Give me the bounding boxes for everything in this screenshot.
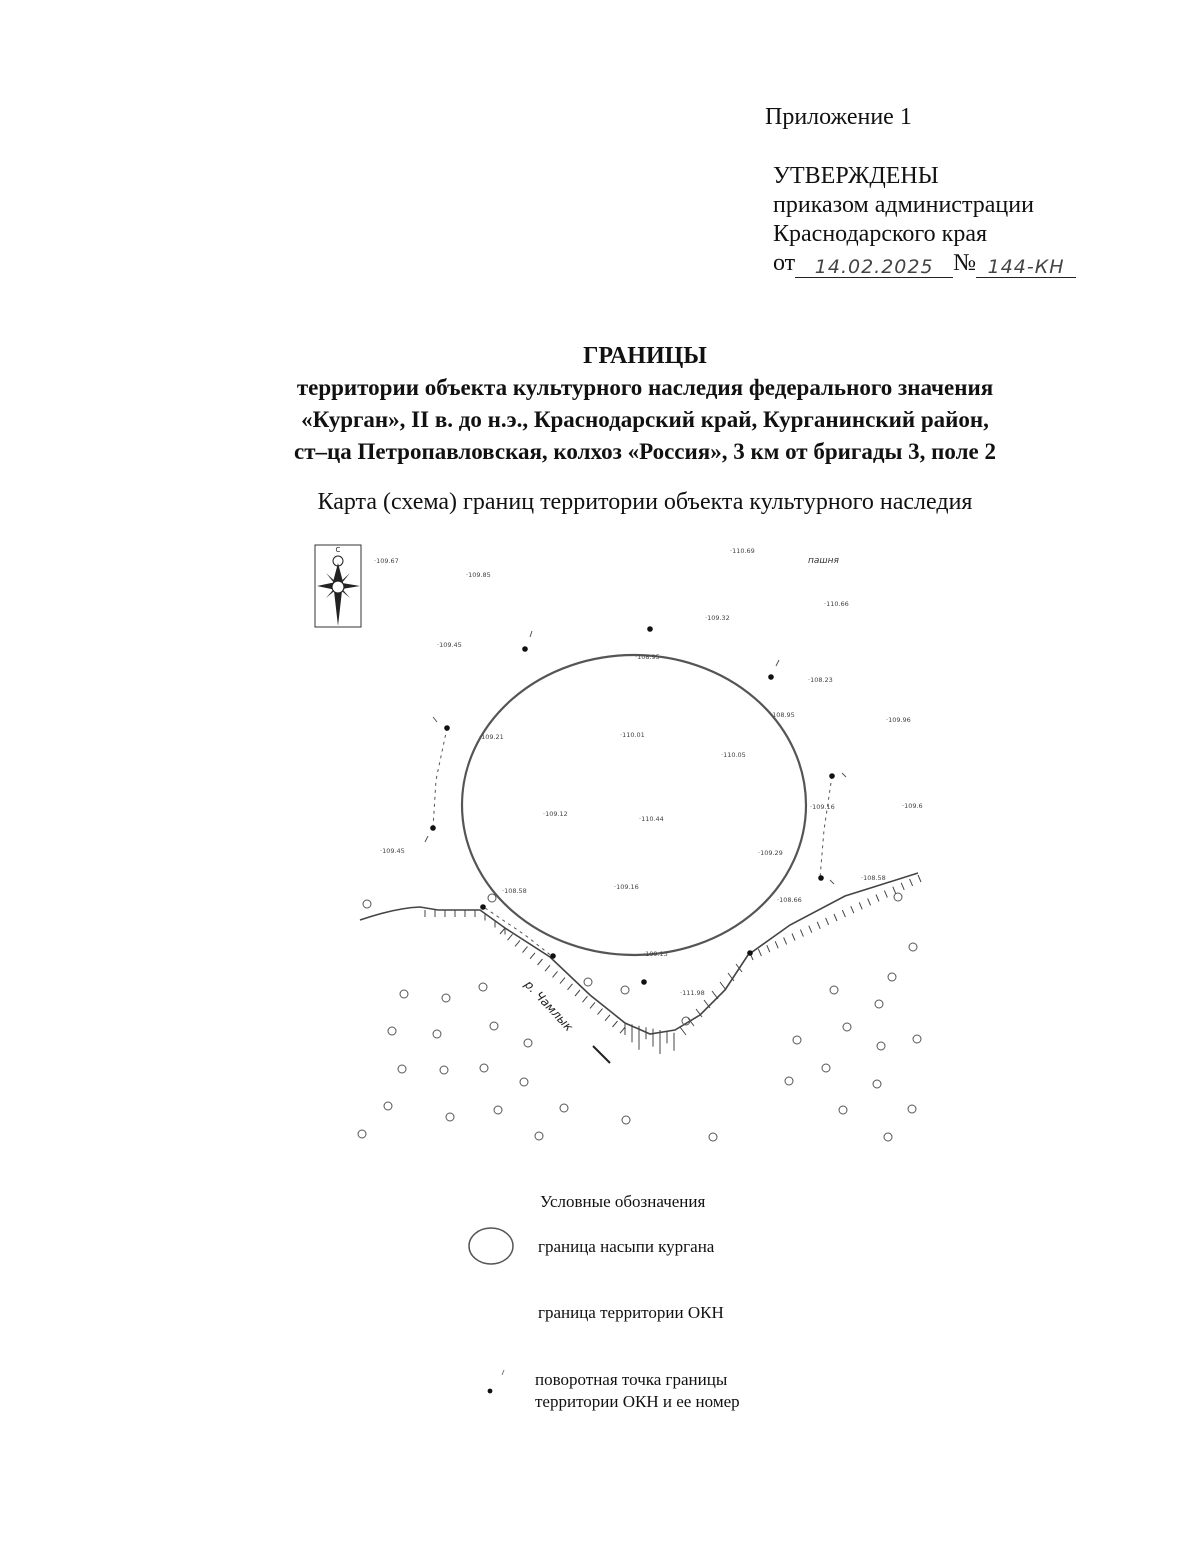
heading-line-4: ст–ца Петропавловская, колхоз «Россия», 3 км от бригады 3, поле 2 [294,439,996,464]
heading-title: ГРАНИЦЫ [583,343,707,369]
elevation-label: ·109.12 [543,810,568,818]
meadow-symbol [843,1023,851,1031]
legend-mound-icon [469,1228,513,1264]
legend-territory-label: граница территории ОКН [538,1303,724,1322]
elevation-label: ·109.45 [437,641,462,649]
meadow-symbol [894,893,902,901]
heading-line-2: территории объекта культурного наследия федерального значения [296,375,994,400]
elevation-label: ·109.67 [374,557,399,565]
elevation-label: ·109.32 [705,614,730,622]
turning-point [647,626,653,632]
meadow-symbol [433,1030,441,1038]
meadow-symbol [520,1078,528,1086]
handwritten-number: 144-КН [976,253,1076,278]
elevation-label: ·108.95 [770,711,795,719]
meadow-symbol [830,986,838,994]
meadow-symbol [875,1000,883,1008]
meadow-symbol [873,1080,881,1088]
elevation-label: ·108.58 [861,874,886,882]
mound-boundary-circle [462,655,806,955]
meadow-symbol [388,1027,396,1035]
elevation-label: ·109.13 [643,950,668,958]
elevation-marks [374,547,923,997]
river-label: р. Чамлык [521,977,576,1035]
elevation-label: ·109.45 [380,847,405,855]
meadow-symbol [479,983,487,991]
elevation-label: ·110.01 [620,731,645,739]
elevation-label: ·109.16 [810,803,835,811]
point-number-marks [425,631,846,884]
turning-point [641,979,647,985]
field-label: пашня [808,556,839,566]
elevation-label: ·108.23 [808,676,833,684]
elevation-label: ·110.05 [721,751,746,759]
meadow-symbol [358,1130,366,1138]
map-subtitle: Карта (схема) границ территории объекта культурного наследия [317,489,973,515]
meadow-symbol [398,1065,406,1073]
elevation-label: ·109.29 [758,849,783,857]
meadow-symbol [785,1077,793,1085]
approved-line-3: Краснодарского края [773,221,988,247]
meadow-symbol [560,1104,568,1112]
river-bank [360,873,921,1054]
meadow-symbol [535,1132,543,1140]
elevation-label: ·109.6 [902,802,923,810]
meadow-symbol [524,1039,532,1047]
meadow-symbol [384,1102,392,1110]
elevation-label: ·109.21 [479,733,504,741]
meadow-symbol [622,1116,630,1124]
legend-mound-label: граница насыпи кургана [538,1237,715,1256]
turning-point [444,725,450,731]
elevation-label: ·110.66 [824,600,849,608]
meadow-symbol [839,1106,847,1114]
meadow-symbol [709,1133,717,1141]
meadow-symbol [363,900,371,908]
turning-point [768,674,774,680]
meadow-symbol [442,994,450,1002]
turning-point [747,950,753,956]
turning-point [430,825,436,831]
legend-turning-point-line-2: территории ОКН и ее номер [535,1392,740,1411]
meadow-symbol [822,1064,830,1072]
meadow-symbol [400,990,408,998]
turning-point [480,904,486,910]
meadow-symbol [908,1105,916,1113]
elevation-label: ·110.69 [730,547,755,555]
elevation-label: ·109.16 [614,883,639,891]
appendix-label: Приложение 1 [765,104,912,130]
elevation-label: ·109.96 [886,716,911,724]
legend-turning-point-line-1: поворотная точка границы [535,1370,728,1389]
approved-line-2: приказом администрации [773,192,1034,218]
elevation-label: ·108.58 [502,887,527,895]
compass-icon [315,545,361,627]
legend-turning-point-icon [488,1389,493,1394]
meadow-symbol [584,978,592,986]
legend-title: Условные обозначения [540,1192,706,1211]
handwritten-date: 14.02.2025 [795,253,953,278]
elevation-label: ·108.95 [635,653,660,661]
meadow-symbol [888,973,896,981]
river-flow-arrow [593,1046,610,1063]
legend-turning-point-label [535,1369,740,1413]
turning-point [522,646,528,652]
meadow-symbol [440,1066,448,1074]
turning-point [818,875,824,881]
meadow-symbol [488,894,496,902]
turning-point [829,773,835,779]
approved-title: УТВЕРЖДЕНЫ [773,163,939,189]
meadow-symbol [490,1022,498,1030]
meadow-symbol [446,1113,454,1121]
territory-boundary [433,728,832,957]
elevation-label: ·108.66 [777,896,802,904]
elevation-label: ·110.44 [639,815,664,823]
north-label: С [335,546,341,554]
turning-points [430,626,835,985]
elevation-label: ·111.98 [680,989,705,997]
meadow-symbol [877,1042,885,1050]
meadow-symbol [793,1036,801,1044]
number-prefix: № [953,250,977,276]
meadow-symbol [480,1064,488,1072]
meadow-symbol [913,1035,921,1043]
meadow-symbol [909,943,917,951]
date-prefix: от [773,250,796,276]
meadow-symbols [358,893,921,1141]
heading-line-3: «Курган», II в. до н.э., Краснодарский край, Курганинский район, [301,407,989,432]
meadow-symbol [884,1133,892,1141]
meadow-symbol [494,1106,502,1114]
meadow-symbol [621,986,629,994]
turning-point [550,953,556,959]
legend-point-number-mark [502,1370,504,1375]
elevation-label: ·109.85 [466,571,491,579]
